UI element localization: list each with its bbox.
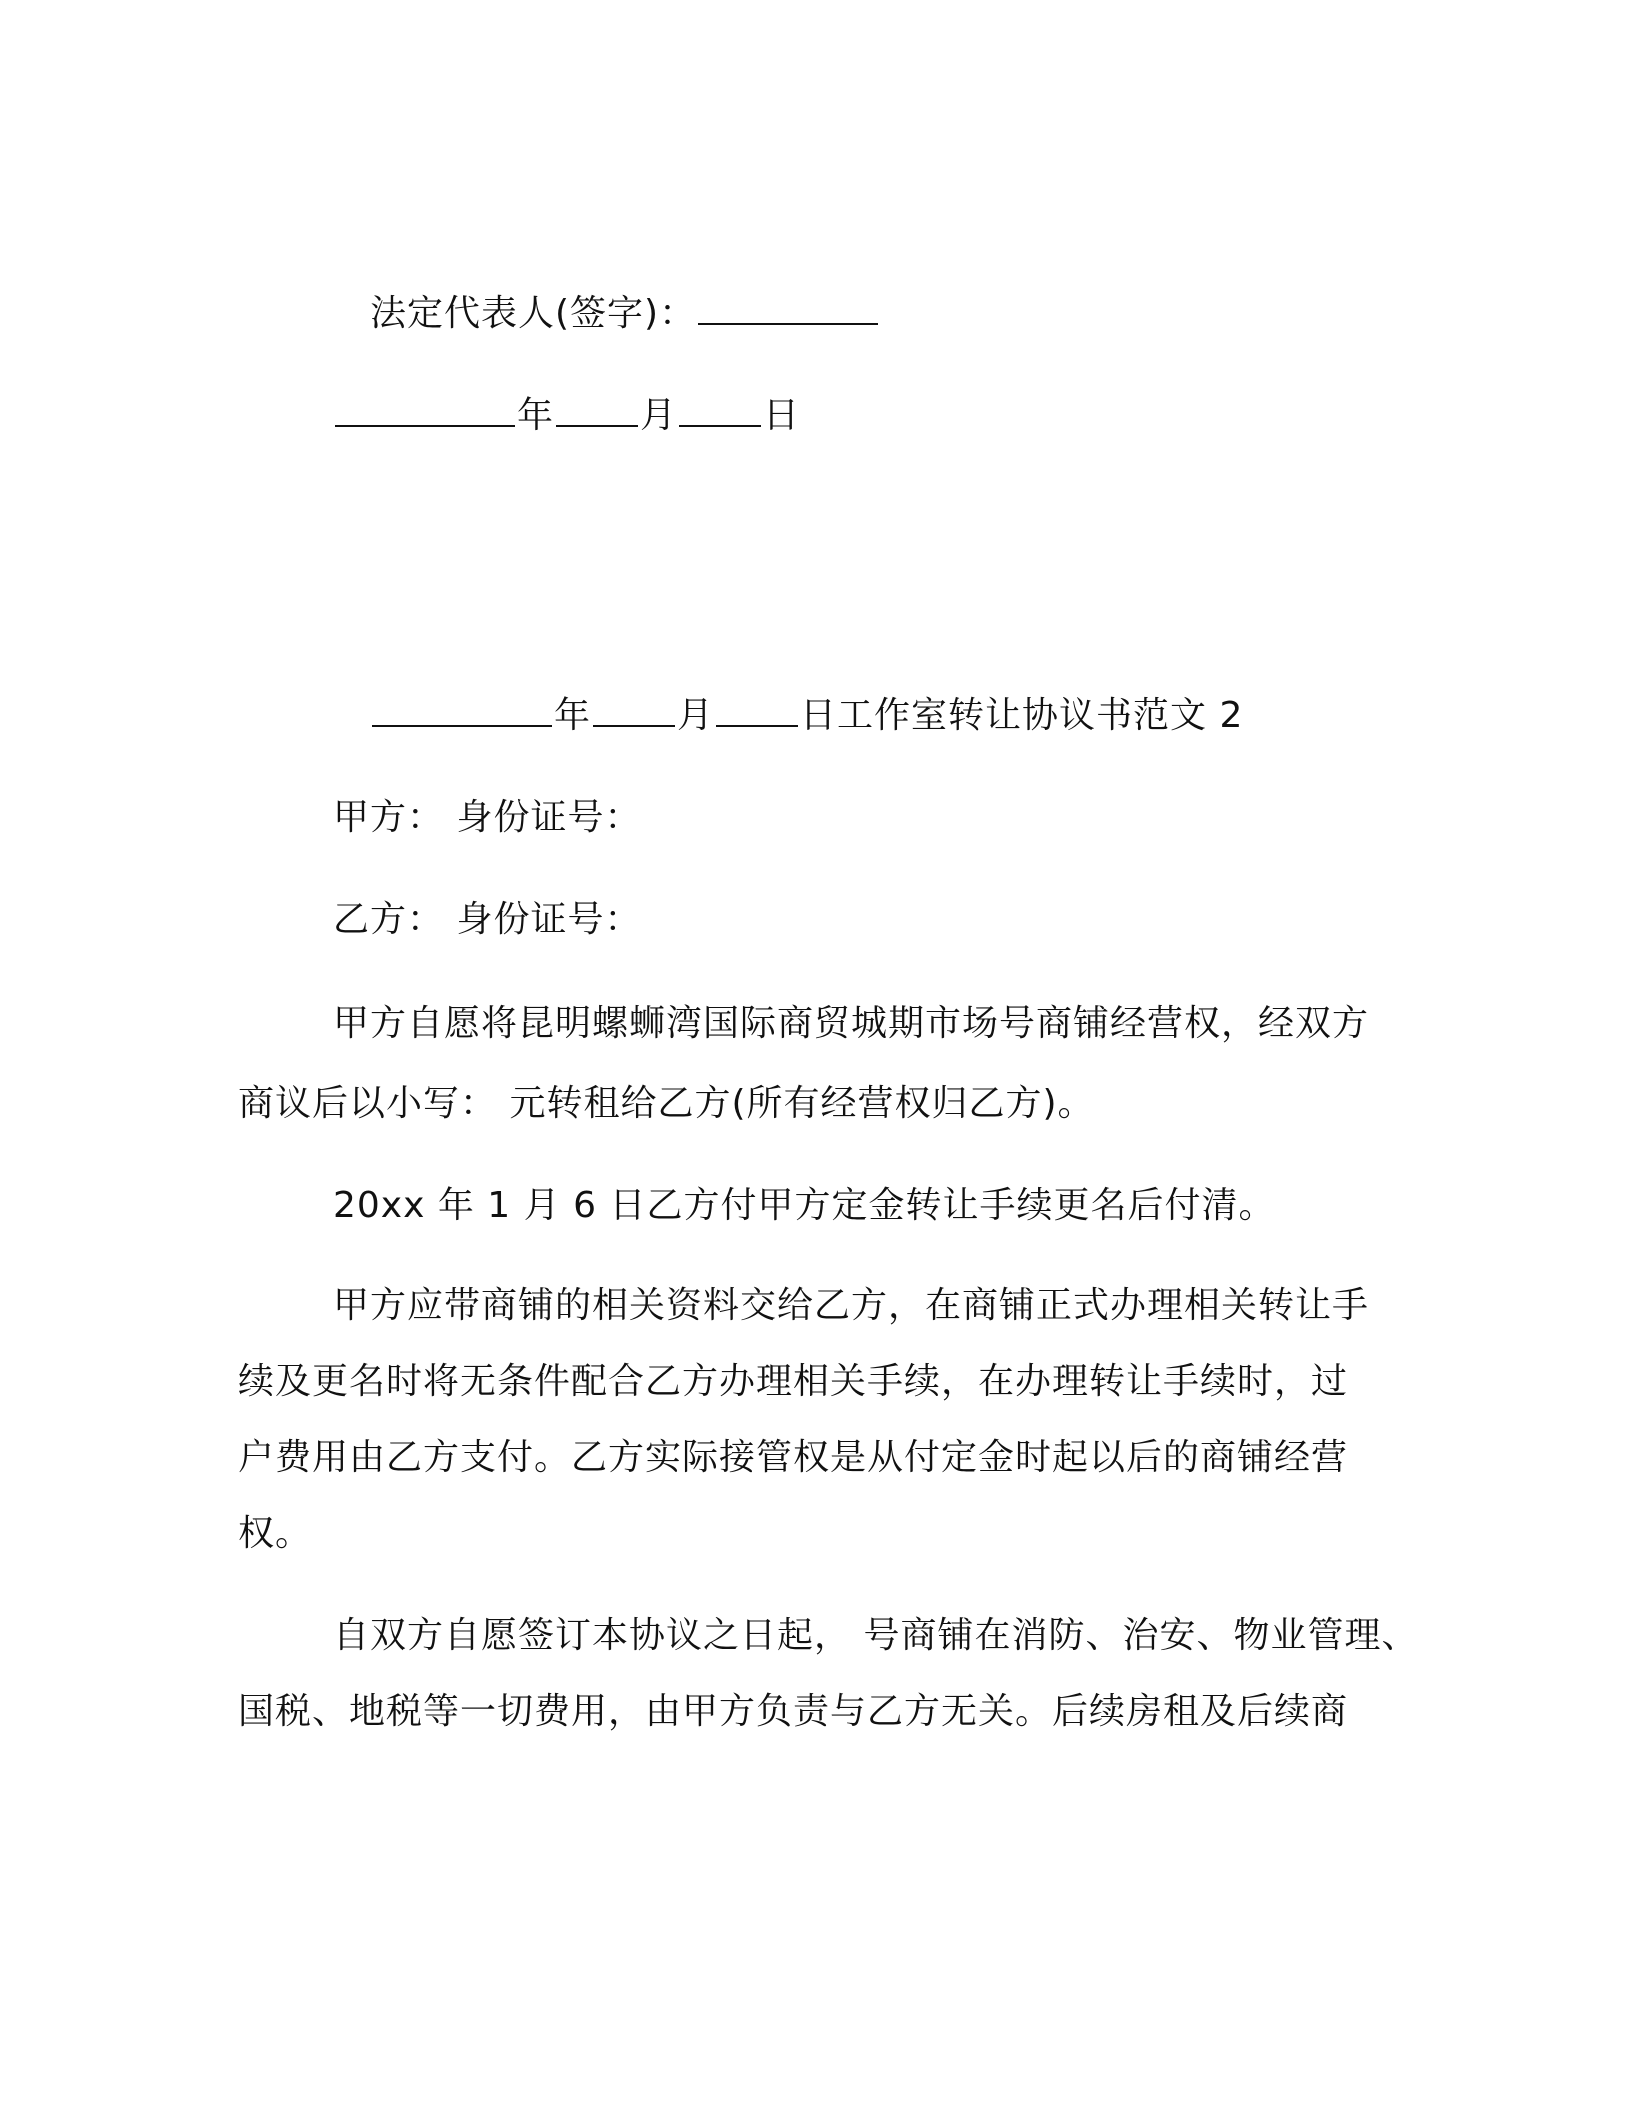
title-day-blank [716, 695, 798, 727]
para2-line1: 20xx 年 1 月 6 日乙方付甲方定金转让手续更名后付清。 [333, 1185, 1276, 1226]
para3-line2: 续及更名时将无条件配合乙方办理相关手续，在办理转让手续时，过 [238, 1361, 1349, 1402]
document-title [370, 694, 1243, 738]
year-blank [335, 395, 515, 427]
day-label: 日 [763, 395, 801, 436]
year-label: 年 [517, 395, 555, 436]
month-blank [556, 395, 638, 427]
date-line [333, 394, 800, 438]
para3-line1: 甲方应带商铺的相关资料交给乙方，在商铺正式办理相关转让手 [333, 1285, 1370, 1326]
para1-line2: 商议后以小写： 元转租给乙方(所有经营权归乙方)。 [238, 1083, 1095, 1124]
signature-blank [698, 293, 878, 325]
para3-line3: 户费用由乙方支付。乙方实际接管权是从付定金时起以后的商铺经营 [238, 1437, 1349, 1478]
title-month-blank [593, 695, 675, 727]
title-text: 日工作室转让协议书范文 2 [800, 695, 1244, 736]
para3-line4: 权。 [238, 1513, 313, 1554]
para4-line1: 自双方自愿签订本协议之日起， 号商铺在消防、治安、物业管理、 [333, 1615, 1419, 1656]
title-year-blank [372, 695, 552, 727]
party-a-line: 甲方： 身份证号： [333, 797, 642, 838]
para4-line2: 国税、地税等一切费用，由甲方负责与乙方无关。后续房租及后续商 [238, 1691, 1349, 1732]
para1-line1: 甲方自愿将昆明螺蛳湾国际商贸城期市场号商铺经营权，经双方 [333, 1003, 1370, 1044]
legal-rep-label: 法定代表人(签字)： [370, 293, 697, 334]
party-b-line: 乙方： 身份证号： [333, 899, 642, 940]
legal-rep-signature-line [370, 292, 880, 336]
title-month-label: 月 [677, 695, 715, 736]
day-blank [679, 395, 761, 427]
month-label: 月 [640, 395, 678, 436]
title-year-label: 年 [554, 695, 592, 736]
